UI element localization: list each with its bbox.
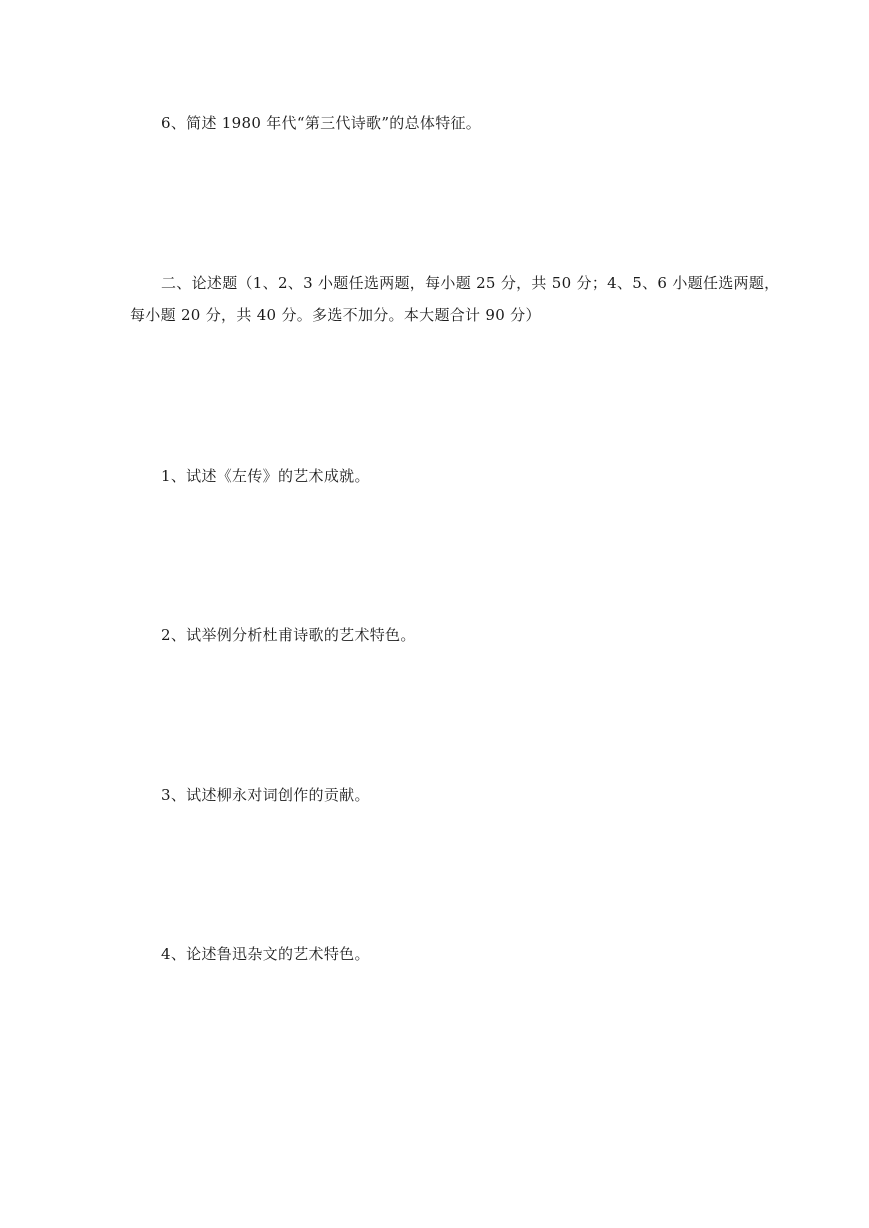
essay-question-3: 3、试述柳永对词创作的贡献。 [161, 786, 370, 804]
section-2-heading-line-1: 二、论述题（1、2、3 小题任选两题，每小题 25 分，共 50 分；4、5、6 小题任选两题， [161, 274, 780, 292]
question-6-text: 6、简述 1980 年代“第三代诗歌”的总体特征。 [161, 114, 482, 132]
essay-question-2: 2、试举例分析杜甫诗歌的艺术特色。 [161, 626, 416, 644]
section-2-heading-line-2: 每小题 20 分，共 40 分。多选不加分。本大题合计 90 分） [130, 306, 541, 324]
essay-question-1: 1、试述《左传》的艺术成就。 [161, 467, 370, 485]
essay-question-4: 4、论述鲁迅杂文的艺术特色。 [161, 945, 370, 963]
